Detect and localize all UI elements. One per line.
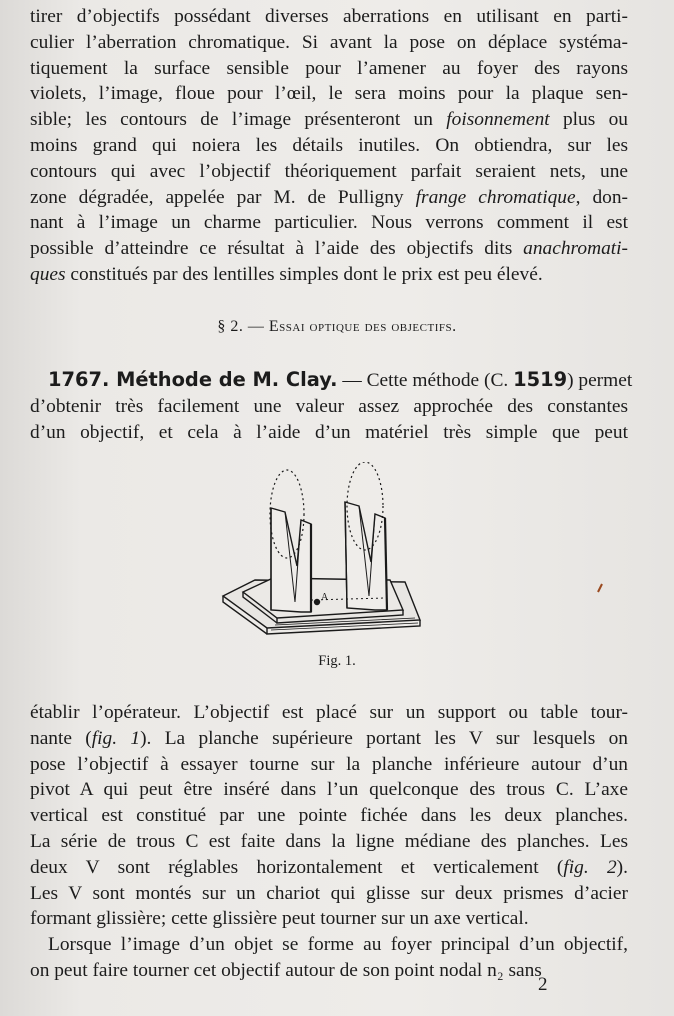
paragraph1-line: tiquement la surface sensible pour l’amener au foyer des rayons <box>30 57 628 79</box>
paragraph1-line: nant à l’image un charme particulier. Nous verrons comment il est <box>30 212 628 234</box>
ink-mark <box>596 583 604 593</box>
paragraph1-line: possible d’atteindre ce résultat à l’aide des objectifs dits anachromati- <box>30 238 628 260</box>
paragraph3-line: Lorsque l’image d’un objet se forme au foyer principal d’un objectif, <box>48 934 628 955</box>
figure-caption: Fig. 1. <box>318 653 356 669</box>
article-heading: Méthode de M. Clay. <box>116 368 338 391</box>
left-v-block <box>271 508 311 612</box>
paragraph-chromatic-aberration <box>30 4 628 288</box>
paragraph2-line: deux V sont réglables horizontalement et verticalement (fig. 2). <box>30 856 628 878</box>
article-line-2: d’un objectif, et cela à l’aide d’un matériel très simple que peut <box>30 421 628 443</box>
paragraph2-line: pivot A qui peut être inséré dans l’un quelconque des trous C. L’axe <box>30 779 628 801</box>
paragraph2-line: Les V sont montés sur un chariot qui glisse sur deux prismes d’acier <box>30 882 628 904</box>
paragraph1-line: moins grand qui noiera les détails inutiles. On obtiendra, sur les <box>30 134 628 156</box>
paragraph1-line: sible; les contours de l’image présenteront un foisonnement plus ou <box>30 109 628 131</box>
article-clay-method <box>30 367 633 445</box>
article-line-1: d’obtenir très facilement une valeur assez approchée des constantes <box>30 395 628 417</box>
paragraph2-line: nante (fig. 1). La planche supérieure portant les V sur lesquels on <box>30 727 628 749</box>
paragraph2-line: formant glissière; cette glissière peut tourner sur un axe vertical. <box>30 908 529 930</box>
paragraph1-line: contours qui avec l’objectif théoriquement parfait seraient nets, une <box>30 160 628 182</box>
article-number: 1767 <box>48 368 102 391</box>
pivot-label: A <box>321 592 329 603</box>
paragraph1-line: violets, l’image, floue pour l’œil, le sera moins pour la plaque sen- <box>30 83 628 105</box>
paragraph2-line: établir l’opérateur. L’objectif est placé sur un support ou table tour- <box>30 702 628 723</box>
paragraph2-line: La série de trous C est faite dans la ligne médiane des planches. Les <box>30 830 628 852</box>
paragraph1-line: culier l’aberration chromatique. Si avant la pose on déplace systéma- <box>30 31 628 53</box>
page-number: 2 <box>538 974 548 995</box>
paragraph1-line: ques constitués par des lentilles simples dont le prix est peu élevé. <box>30 263 543 285</box>
fig1-turntable-illustration <box>215 462 425 644</box>
article-first-line: 1767. Méthode de M. Clay. — Cette méthode (C. 1519) permet <box>48 368 633 391</box>
paragraph1-line: tirer d’objectifs possédant diverses aberrations en utilisant en parti- <box>30 6 628 27</box>
article-line-0: — Cette méthode (C. 1519) permet <box>342 368 633 391</box>
right-v-block <box>345 502 387 610</box>
section-number: § 2. — <box>217 318 265 335</box>
section-title: Essai optique des objectifs. <box>268 318 457 335</box>
paragraph1-line: zone dégradée, appelée par M. de Pulligny frange chromatique, don- <box>30 186 628 208</box>
paragraph3-line: on peut faire tourner cet objectif autour de son point nodal n₂ sans <box>30 959 542 981</box>
paragraph2-line: vertical est constitué par une pointe fichée dans les deux planches. <box>30 805 628 827</box>
paragraph-turntable-description <box>30 700 628 932</box>
paragraph2-line: pose l’objectif à essayer tourne sur la planche inférieure autour d’un <box>30 753 628 775</box>
section-heading <box>0 318 674 336</box>
